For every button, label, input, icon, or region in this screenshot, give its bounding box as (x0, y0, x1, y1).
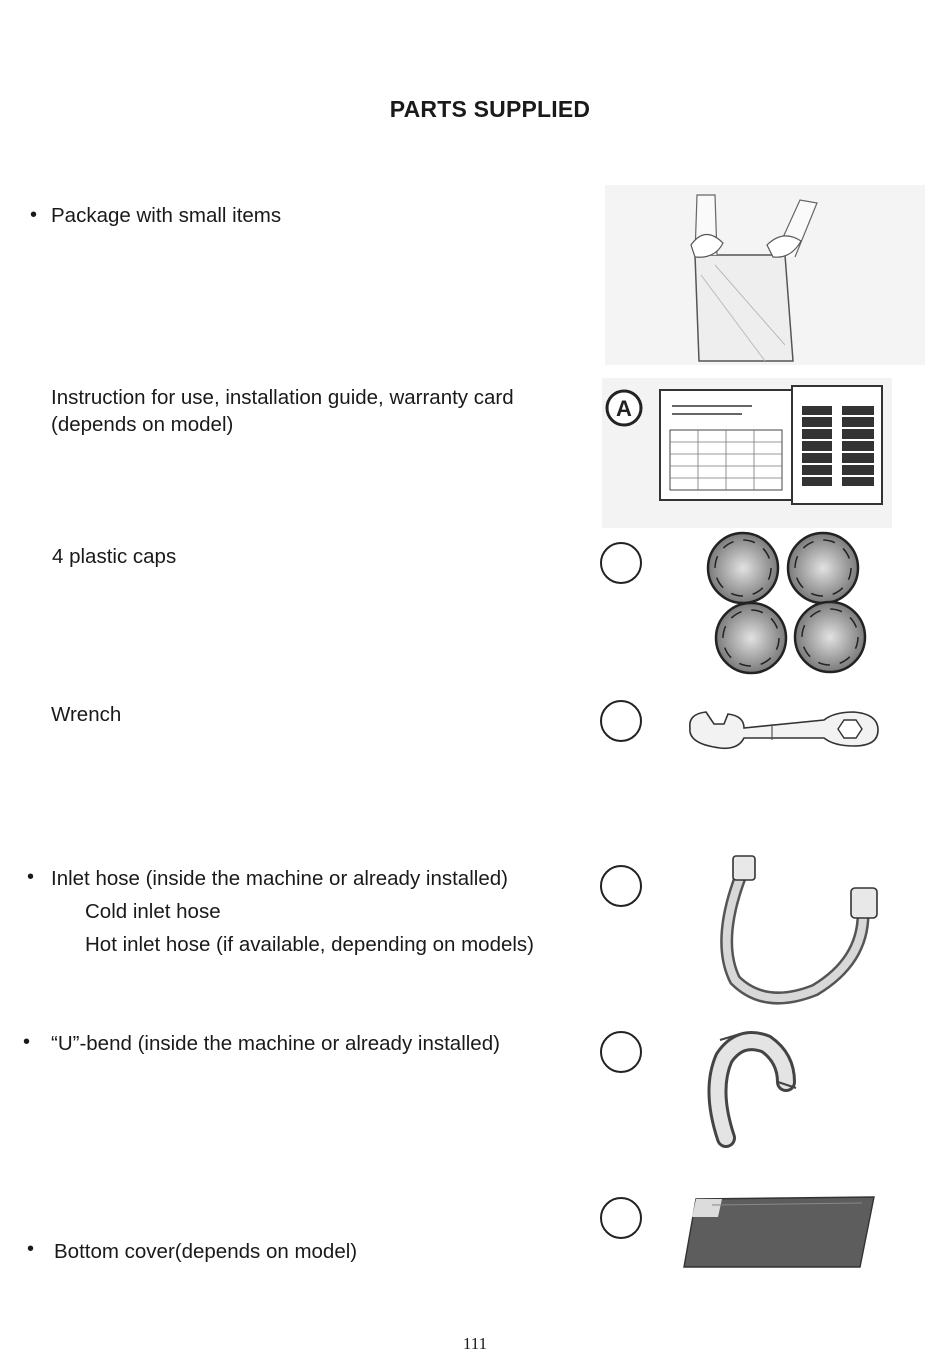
cold-inlet-hose-label: Cold inlet hose (85, 900, 221, 923)
item-bottom-cover-marker (600, 1197, 642, 1239)
package-bag-icon (605, 185, 925, 370)
u-bend-icon (700, 1030, 810, 1155)
bullet-marker: • (23, 1031, 31, 1053)
manual-marker-letter: A (616, 396, 632, 421)
item-wrench-label: Wrench (51, 703, 122, 726)
item-inlet-hose-marker (600, 865, 642, 907)
item-instructions-label (51, 384, 514, 438)
instructions-line-1: Instruction for use, installation guide, warranty card (51, 386, 514, 409)
item-caps-marker (600, 542, 642, 584)
bullet-marker: • (27, 866, 35, 888)
manual-booklet-icon (602, 378, 892, 533)
item-wrench-marker (600, 700, 642, 742)
item-caps-label: 4 plastic caps (52, 545, 177, 568)
item-package-label: Package with small items (51, 204, 282, 227)
hot-inlet-hose-label: Hot inlet hose (if available, depending on models) (85, 933, 534, 956)
bottom-cover-icon (682, 1195, 876, 1274)
inlet-hose-icon (705, 850, 895, 1010)
bullet-marker: • (30, 204, 38, 226)
item-u-bend-marker (600, 1031, 642, 1073)
instructions-line-2: (depends on model) (51, 413, 234, 436)
plastic-caps-icon (700, 528, 880, 683)
page-title: PARTS SUPPLIED (389, 96, 591, 122)
page-number: 111 (462, 1334, 488, 1353)
item-bottom-cover-label: Bottom cover(depends on model) (54, 1240, 358, 1263)
wrench-icon (684, 706, 884, 759)
item-inlet-hose-label: Inlet hose (inside the machine or already installed) (51, 867, 508, 890)
bullet-marker: • (27, 1238, 35, 1260)
item-u-bend-label: “U”-bend (inside the machine or already installed) (51, 1032, 500, 1055)
